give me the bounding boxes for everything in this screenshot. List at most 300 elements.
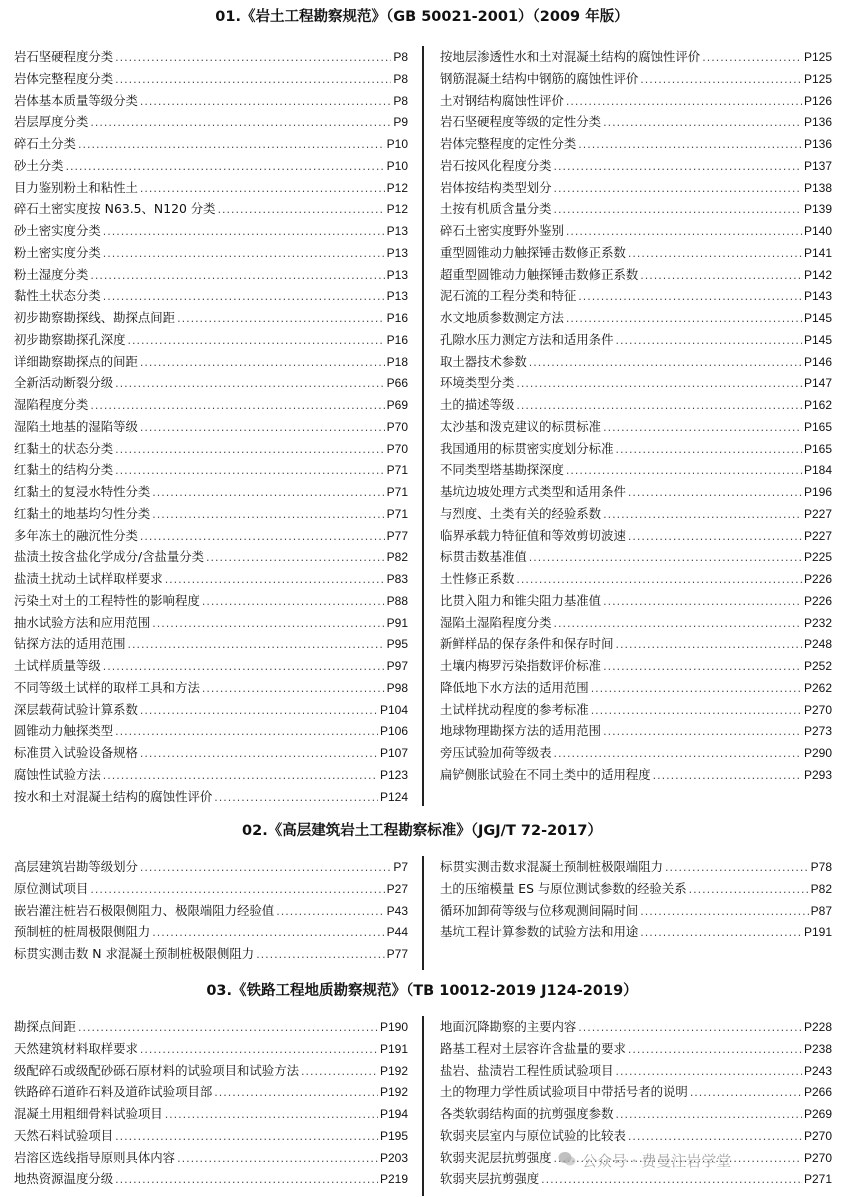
- toc-entry[interactable]: [440, 503, 832, 525]
- toc-entry-page: P18: [386, 354, 408, 369]
- toc-entry-label: 不同等级土试样的取样工具和方法: [14, 679, 200, 695]
- dot-leader: [152, 504, 384, 526]
- toc-entry[interactable]: [14, 590, 408, 612]
- toc-entry-page: P248: [803, 637, 832, 652]
- toc-entry[interactable]: [14, 481, 408, 503]
- dot-leader: [615, 1061, 802, 1083]
- dot-leader: [115, 69, 391, 91]
- toc-entry-label: 污染土对土的工程特性的影响程度: [14, 592, 200, 608]
- dot-leader: [128, 330, 385, 352]
- toc-entry[interactable]: [14, 786, 408, 808]
- toc-entry-page: P77: [386, 947, 408, 961]
- dot-leader: [653, 765, 802, 787]
- toc-entry-label: 初步勘察勘探孔深度: [14, 331, 126, 347]
- toc-entry-label: 太沙基和泼克建议的标贯标准: [440, 418, 602, 434]
- toc-entry-page: P78: [810, 860, 832, 874]
- toc-entry-label: 超重型圆锥动力触探锤击数修正系数: [440, 266, 639, 282]
- toc-entry[interactable]: [440, 481, 832, 503]
- dot-leader: [165, 569, 385, 591]
- toc-entry-label: 黏性土状态分类: [14, 288, 101, 304]
- toc-entry-label: 取土器技术参数: [440, 353, 527, 369]
- dot-leader: [603, 591, 802, 613]
- toc-entry[interactable]: [440, 177, 832, 199]
- toc-entry[interactable]: [14, 742, 408, 764]
- dot-leader: [640, 901, 808, 923]
- toc-entry-page: P124: [379, 789, 408, 804]
- dot-leader: [152, 613, 384, 635]
- toc-entry-page: P290: [803, 746, 832, 760]
- toc-entry-label: 深层载荷试验计算系数: [14, 701, 138, 717]
- toc-entry[interactable]: [14, 699, 408, 721]
- toc-entry-label: 湿陷程度分类: [14, 397, 89, 412]
- dot-leader: [115, 721, 378, 743]
- toc-entry-page: P16: [386, 311, 408, 325]
- toc-entry[interactable]: [14, 900, 408, 922]
- toc-entry-page: P141: [803, 245, 832, 260]
- toc-entry[interactable]: [440, 568, 832, 590]
- toc-entry-page: P126: [803, 93, 832, 108]
- dot-leader: [702, 47, 802, 69]
- toc-entry[interactable]: [440, 720, 832, 742]
- toc-entry-page: P190: [379, 1020, 408, 1034]
- dot-leader: [140, 352, 385, 374]
- toc-entry-label: 环境类型分类: [440, 375, 515, 391]
- toc-entry-page: P7: [393, 860, 408, 874]
- toc-entry[interactable]: [14, 503, 408, 525]
- toc-entry[interactable]: [440, 242, 832, 264]
- toc-entry-label: 圆锥动力触探类型: [14, 723, 114, 739]
- toc-entry-label: 水文地质参数测定方法: [440, 310, 564, 325]
- toc-entry[interactable]: [14, 1168, 408, 1190]
- toc-entry-label: 比贯入阻力和锥尖阻力基准值: [440, 592, 602, 608]
- toc-entry[interactable]: [14, 1016, 408, 1038]
- toc-entry-label: 全新活动断裂分级: [14, 375, 114, 391]
- dot-leader: [628, 1126, 802, 1148]
- dot-leader: [665, 857, 809, 879]
- dot-leader: [529, 352, 802, 374]
- dot-leader: [578, 1017, 802, 1039]
- toc-entry[interactable]: [440, 351, 832, 373]
- dot-leader: [214, 787, 378, 809]
- toc-entry-page: P13: [386, 267, 408, 282]
- dot-leader: [103, 656, 385, 678]
- toc-entry-label: 红黏土的结构分类: [14, 462, 114, 478]
- toc-entry[interactable]: [440, 878, 832, 900]
- toc-entry-label: 铁路碎石道砟石料及道砟试验项目部: [14, 1084, 213, 1100]
- toc-entry-label: 红黏土的地基均匀性分类: [14, 505, 151, 521]
- toc-entry-page: P271: [803, 1172, 832, 1187]
- toc-entry-page: P27: [386, 881, 408, 896]
- toc-entry-page: P69: [386, 398, 408, 412]
- toc-entry-page: P192: [379, 1063, 408, 1078]
- toc-entry-page: P165: [803, 441, 832, 456]
- toc-entry[interactable]: [440, 921, 832, 943]
- toc-entry-label: 岩石坚硬程度分类: [14, 49, 114, 64]
- toc-entry-label: 按水和土对混凝土结构的腐蚀性评价: [14, 788, 213, 804]
- toc-entry[interactable]: [440, 742, 832, 764]
- dot-leader: [529, 547, 802, 569]
- toc-entry[interactable]: [14, 546, 408, 568]
- toc-entry-page: P145: [803, 332, 832, 347]
- toc-entry[interactable]: [14, 1147, 408, 1169]
- toc-entry-page: P12: [386, 202, 408, 217]
- dot-leader: [566, 221, 802, 243]
- toc-entry-label: 不同类型塔基勘探深度: [440, 462, 564, 478]
- toc-entry[interactable]: [14, 438, 408, 460]
- toc-entry-page: P104: [379, 702, 408, 717]
- dot-leader: [566, 460, 802, 482]
- dot-leader: [128, 634, 385, 656]
- toc-entry[interactable]: [440, 699, 832, 721]
- toc-entry-label: 钢筋混凝土结构中钢筋的腐蚀性评价: [440, 70, 639, 86]
- toc-entry-label: 红黏土的状态分类: [14, 440, 114, 456]
- dot-leader: [90, 879, 384, 901]
- dot-leader: [103, 221, 385, 243]
- section-title: 01.《岩土工程勘察规范》（GB 50021-2001）（2009 年版）: [215, 9, 629, 25]
- dot-leader: [554, 156, 802, 178]
- toc-entry-label: 岩体完整程度分类: [14, 70, 114, 86]
- dot-leader: [615, 1104, 802, 1126]
- watermark: [558, 1150, 731, 1171]
- dot-leader: [541, 1169, 802, 1191]
- toc-entry-label: 砂土密实度分类: [14, 223, 101, 238]
- dot-leader: [603, 721, 802, 743]
- toc-entry[interactable]: [14, 1038, 408, 1060]
- toc-entry[interactable]: [14, 242, 408, 264]
- dot-leader: [78, 1017, 378, 1039]
- toc-entry[interactable]: [440, 46, 832, 68]
- toc-entry[interactable]: [440, 1016, 832, 1038]
- dot-leader: [603, 656, 802, 678]
- toc-entry[interactable]: [14, 416, 408, 438]
- dot-leader: [218, 199, 385, 221]
- toc-entry[interactable]: [14, 459, 408, 481]
- dot-leader: [66, 156, 385, 178]
- toc-entry-page: P8: [393, 71, 408, 86]
- toc-entry[interactable]: [440, 612, 832, 634]
- toc-entry-page: P71: [386, 463, 408, 478]
- dot-leader: [115, 439, 385, 461]
- toc-entry[interactable]: [14, 633, 408, 655]
- toc-entry-label: 抽水试验方法和应用范围: [14, 614, 151, 630]
- toc-entry-page: P125: [803, 71, 832, 86]
- toc-entry[interactable]: [440, 438, 832, 460]
- toc-entry-page: P203: [379, 1150, 408, 1165]
- dot-leader: [628, 1039, 802, 1061]
- toc-entry[interactable]: [440, 856, 832, 878]
- dot-leader: [301, 1061, 378, 1083]
- toc-entry[interactable]: [14, 856, 408, 878]
- toc-entry-page: P191: [803, 925, 832, 940]
- toc-entry-label: 新鲜样品的保存条件和保存时间: [440, 636, 614, 652]
- toc-entry-page: P123: [379, 767, 408, 782]
- toc-entry[interactable]: [14, 764, 408, 786]
- toc-entry-label: 原位测试项目: [14, 880, 89, 896]
- toc-entry-page: P107: [379, 746, 408, 760]
- toc-entry-page: P139: [803, 202, 832, 217]
- dot-leader: [177, 308, 385, 330]
- dot-leader: [615, 634, 802, 656]
- toc-entry[interactable]: [440, 133, 832, 155]
- toc-entry[interactable]: [440, 68, 832, 90]
- watermark-text: 公众号 · 费曼注岩学堂: [582, 1152, 732, 1170]
- toc-entry-page: P146: [803, 354, 832, 369]
- dot-leader: [603, 417, 802, 439]
- toc-entry-label: 扁铲侧胀试验在不同土类中的适用程度: [440, 766, 651, 782]
- toc-entry-page: P82: [810, 881, 832, 896]
- toc-entry[interactable]: [440, 372, 832, 394]
- toc-entry[interactable]: [14, 198, 408, 220]
- toc-entry-page: P10: [386, 158, 408, 173]
- toc-entry-label: 地面沉降勘察的主要内容: [440, 1019, 577, 1034]
- toc-entry-label: 红黏土的复浸水特性分类: [14, 484, 151, 499]
- toc-entry-page: P162: [803, 398, 832, 412]
- toc-columns: [0, 46, 844, 806]
- toc-entry-label: 路基工程对土层容许含盐量的要求: [440, 1040, 626, 1056]
- toc-entry[interactable]: [14, 655, 408, 677]
- toc-entry[interactable]: [14, 90, 408, 112]
- dot-leader: [115, 1169, 378, 1191]
- toc-entry[interactable]: [440, 900, 832, 922]
- toc-entry[interactable]: [14, 68, 408, 90]
- toc-entry[interactable]: [14, 720, 408, 742]
- toc-entry-label: 土试样质量等级: [14, 658, 101, 673]
- toc-entry-label: 岩体基本质量等级分类: [14, 92, 138, 108]
- toc-entry[interactable]: [440, 633, 832, 655]
- toc-entry[interactable]: [14, 177, 408, 199]
- toc-entry[interactable]: [14, 878, 408, 900]
- toc-entry-label: 碎石土分类: [14, 136, 76, 151]
- dot-leader: [554, 613, 802, 635]
- toc-entry[interactable]: [14, 1103, 408, 1125]
- toc-entry-page: P70: [386, 419, 408, 434]
- toc-entry-page: P194: [379, 1107, 408, 1121]
- dot-leader: [603, 112, 802, 134]
- dot-leader: [103, 286, 385, 308]
- toc-entry-label: 我国通用的标贯密实度划分标准: [440, 440, 614, 456]
- toc-entry-page: P270: [803, 1128, 832, 1143]
- toc-entry[interactable]: [14, 612, 408, 634]
- toc-entry[interactable]: [440, 329, 832, 351]
- toc-entry[interactable]: [14, 1060, 408, 1082]
- dot-leader: [115, 460, 385, 482]
- toc-left-column: [0, 1016, 422, 1196]
- toc-entry[interactable]: [14, 677, 408, 699]
- toc-entry[interactable]: [14, 264, 408, 286]
- dot-leader: [554, 743, 802, 765]
- toc-entry-page: P226: [803, 572, 832, 586]
- dot-leader: [516, 395, 802, 417]
- toc-entry-label: 腐蚀性试验方法: [14, 766, 101, 782]
- dot-leader: [578, 134, 802, 156]
- toc-entry[interactable]: [440, 220, 832, 242]
- toc-entry-label: 重型圆锥动力触探锤击数修正系数: [440, 244, 626, 260]
- dot-leader: [177, 1148, 378, 1170]
- toc-entry-page: P9: [393, 115, 408, 130]
- toc-entry[interactable]: [440, 307, 832, 329]
- dot-leader: [115, 47, 391, 69]
- toc-entry-label: 标准贯入试验设备规格: [14, 745, 138, 760]
- toc-entry-page: P136: [803, 137, 832, 151]
- toc-entry[interactable]: [440, 264, 832, 286]
- toc-entry-page: P219: [379, 1172, 408, 1187]
- toc-entry-page: P262: [803, 680, 832, 695]
- toc-entry-page: P136: [803, 115, 832, 130]
- toc-entry[interactable]: [440, 1103, 832, 1125]
- toc-entry-page: P95: [386, 637, 408, 652]
- toc-entry-page: P184: [803, 463, 832, 478]
- toc-entry-page: P145: [803, 311, 832, 325]
- toc-entry-page: P137: [803, 158, 832, 173]
- toc-entry-page: P196: [803, 485, 832, 499]
- toc-entry-page: P140: [803, 224, 832, 238]
- toc-entry[interactable]: [14, 525, 408, 547]
- toc-entry[interactable]: [14, 220, 408, 242]
- toc-entry[interactable]: [440, 525, 832, 547]
- dot-leader: [256, 944, 384, 966]
- toc-entry-page: P227: [803, 506, 832, 521]
- toc-entry-label: 地热资源温度分级: [14, 1171, 114, 1187]
- toc-columns: [0, 856, 844, 970]
- toc-entry-label: 级配碎石或级配砂砾石原材料的试验项目和试验方法: [14, 1062, 299, 1078]
- toc-entry[interactable]: [14, 329, 408, 351]
- toc-entry-label: 土的压缩模量 ES 与原位测试参数的经验关系: [440, 880, 687, 896]
- toc-entry-label: 临界承载力特征值和等效剪切波速: [440, 527, 626, 543]
- toc-entry-page: P8: [393, 93, 408, 108]
- toc-entry-label: 天然建筑材料取样要求: [14, 1040, 138, 1056]
- toc-entry[interactable]: [14, 307, 408, 329]
- toc-entry[interactable]: [14, 568, 408, 590]
- dot-leader: [140, 526, 385, 548]
- toc-entry[interactable]: [14, 372, 408, 394]
- toc-entry-page: P238: [803, 1041, 832, 1056]
- toc-entry-page: P97: [386, 659, 408, 673]
- toc-entry[interactable]: [440, 1081, 832, 1103]
- dot-leader: [165, 1104, 378, 1126]
- toc-entry-page: P13: [386, 224, 408, 238]
- toc-entry[interactable]: [440, 764, 832, 786]
- toc-entry-label: 粉土密实度分类: [14, 244, 101, 260]
- toc-entry-label: 土的物理力学性质试验项目中带括号者的说明: [440, 1084, 688, 1100]
- toc-entry[interactable]: [440, 546, 832, 568]
- toc-entry-page: P66: [386, 376, 408, 391]
- toc-entry-page: P232: [803, 615, 832, 630]
- toc-entry[interactable]: [440, 90, 832, 112]
- toc-entry-label: 预制桩的桩周极限侧阻力: [14, 924, 151, 940]
- toc-entry-page: P43: [386, 903, 408, 918]
- toc-entry[interactable]: [14, 921, 408, 943]
- toc-entry-page: P270: [803, 1150, 832, 1165]
- toc-entry[interactable]: [440, 1038, 832, 1060]
- toc-entry-page: P192: [379, 1085, 408, 1100]
- toc-entry[interactable]: [440, 198, 832, 220]
- toc-entry[interactable]: [14, 46, 408, 68]
- toc-entry[interactable]: [440, 590, 832, 612]
- toc-entry-label: 岩石坚硬程度等级的定性分类: [440, 114, 602, 130]
- toc-entry-page: P88: [386, 593, 408, 608]
- toc-entry[interactable]: [14, 155, 408, 177]
- dot-leader: [140, 1039, 378, 1061]
- dot-leader: [591, 700, 802, 722]
- dot-leader: [140, 178, 385, 200]
- dot-leader: [90, 395, 384, 417]
- toc-entry-label: 土试样扰动程度的参考标准: [440, 701, 589, 717]
- dot-leader: [140, 700, 378, 722]
- toc-entry-label: 土按有机质含量分类: [440, 201, 552, 217]
- toc-entry-page: P165: [803, 419, 832, 434]
- dot-leader: [628, 482, 802, 504]
- dot-leader: [202, 591, 385, 613]
- toc-entry-label: 岩体按结构类型划分: [440, 179, 552, 195]
- toc-entry[interactable]: [440, 655, 832, 677]
- toc-entry[interactable]: [14, 285, 408, 307]
- dot-leader: [140, 743, 378, 765]
- toc-entry-label: 软弱夹层室内与原位试验的比较表: [440, 1127, 626, 1143]
- toc-entry-label: 与烈度、土类有关的经验系数: [440, 505, 602, 521]
- toc-entry-page: P142: [803, 267, 832, 282]
- toc-entry-page: P143: [803, 289, 832, 304]
- dot-leader: [140, 91, 391, 113]
- dot-leader: [640, 265, 802, 287]
- toc-entry[interactable]: [440, 1168, 832, 1190]
- toc-entry[interactable]: [14, 133, 408, 155]
- toc-entry-page: P191: [379, 1041, 408, 1056]
- toc-entry-label: 基坑边坡处理方式类型和适用条件: [440, 484, 626, 499]
- toc-entry[interactable]: [440, 1125, 832, 1147]
- toc-entry[interactable]: [440, 1060, 832, 1082]
- toc-entry-page: P243: [803, 1063, 832, 1078]
- toc-left-column: [0, 856, 422, 970]
- toc-entry-label: 碎石土密实度按 N63.5、N120 分类: [14, 201, 216, 217]
- toc-entry-label: 湿陷土地基的湿陷等级: [14, 418, 138, 434]
- toc-entry[interactable]: [14, 1125, 408, 1147]
- toc-entry[interactable]: [440, 416, 832, 438]
- toc-entry-page: P228: [803, 1020, 832, 1034]
- toc-entry[interactable]: [14, 943, 408, 965]
- dot-leader: [103, 243, 385, 265]
- toc-entry-label: 土的描述等级: [440, 397, 515, 412]
- toc-entry[interactable]: [440, 155, 832, 177]
- toc-entry[interactable]: [14, 1081, 408, 1103]
- dot-leader: [566, 308, 802, 330]
- dot-leader: [640, 922, 802, 944]
- toc-entry-label: 土壤内梅罗污染指数评价标准: [440, 658, 602, 673]
- toc-entry-page: P266: [803, 1085, 832, 1100]
- wechat-icon: [558, 1151, 576, 1171]
- toc-entry-label: 地球物理勘探方法的适用范围: [440, 723, 602, 739]
- dot-leader: [140, 857, 391, 879]
- toc-entry-label: 目力鉴别粉土和粘性土: [14, 179, 138, 195]
- toc-entry[interactable]: [14, 351, 408, 373]
- toc-entry-page: P83: [386, 572, 408, 586]
- toc-entry[interactable]: [440, 459, 832, 481]
- section-title: 02.《高层建筑岩土工程勘察标准》（JGJ/T 72-2017）: [242, 823, 602, 839]
- toc-left-column: [0, 46, 422, 806]
- toc-entry[interactable]: [440, 677, 832, 699]
- toc-entry-label: 旁压试验加荷等级表: [440, 745, 552, 760]
- toc-entry-label: 初步勘察勘探线、勘探点间距: [14, 310, 176, 325]
- toc-entry-label: 碎石土密实度野外鉴别: [440, 223, 564, 238]
- toc-entry[interactable]: [14, 111, 408, 133]
- toc-entry[interactable]: [14, 394, 408, 416]
- toc-entry[interactable]: [440, 394, 832, 416]
- toc-entry-page: P44: [386, 925, 408, 940]
- toc-entry-label: 土性修正系数: [440, 571, 515, 586]
- toc-right-column: [422, 46, 844, 806]
- toc-entry-label: 岩石按风化程度分类: [440, 157, 552, 173]
- toc-entry[interactable]: [440, 285, 832, 307]
- toc-entry[interactable]: [440, 111, 832, 133]
